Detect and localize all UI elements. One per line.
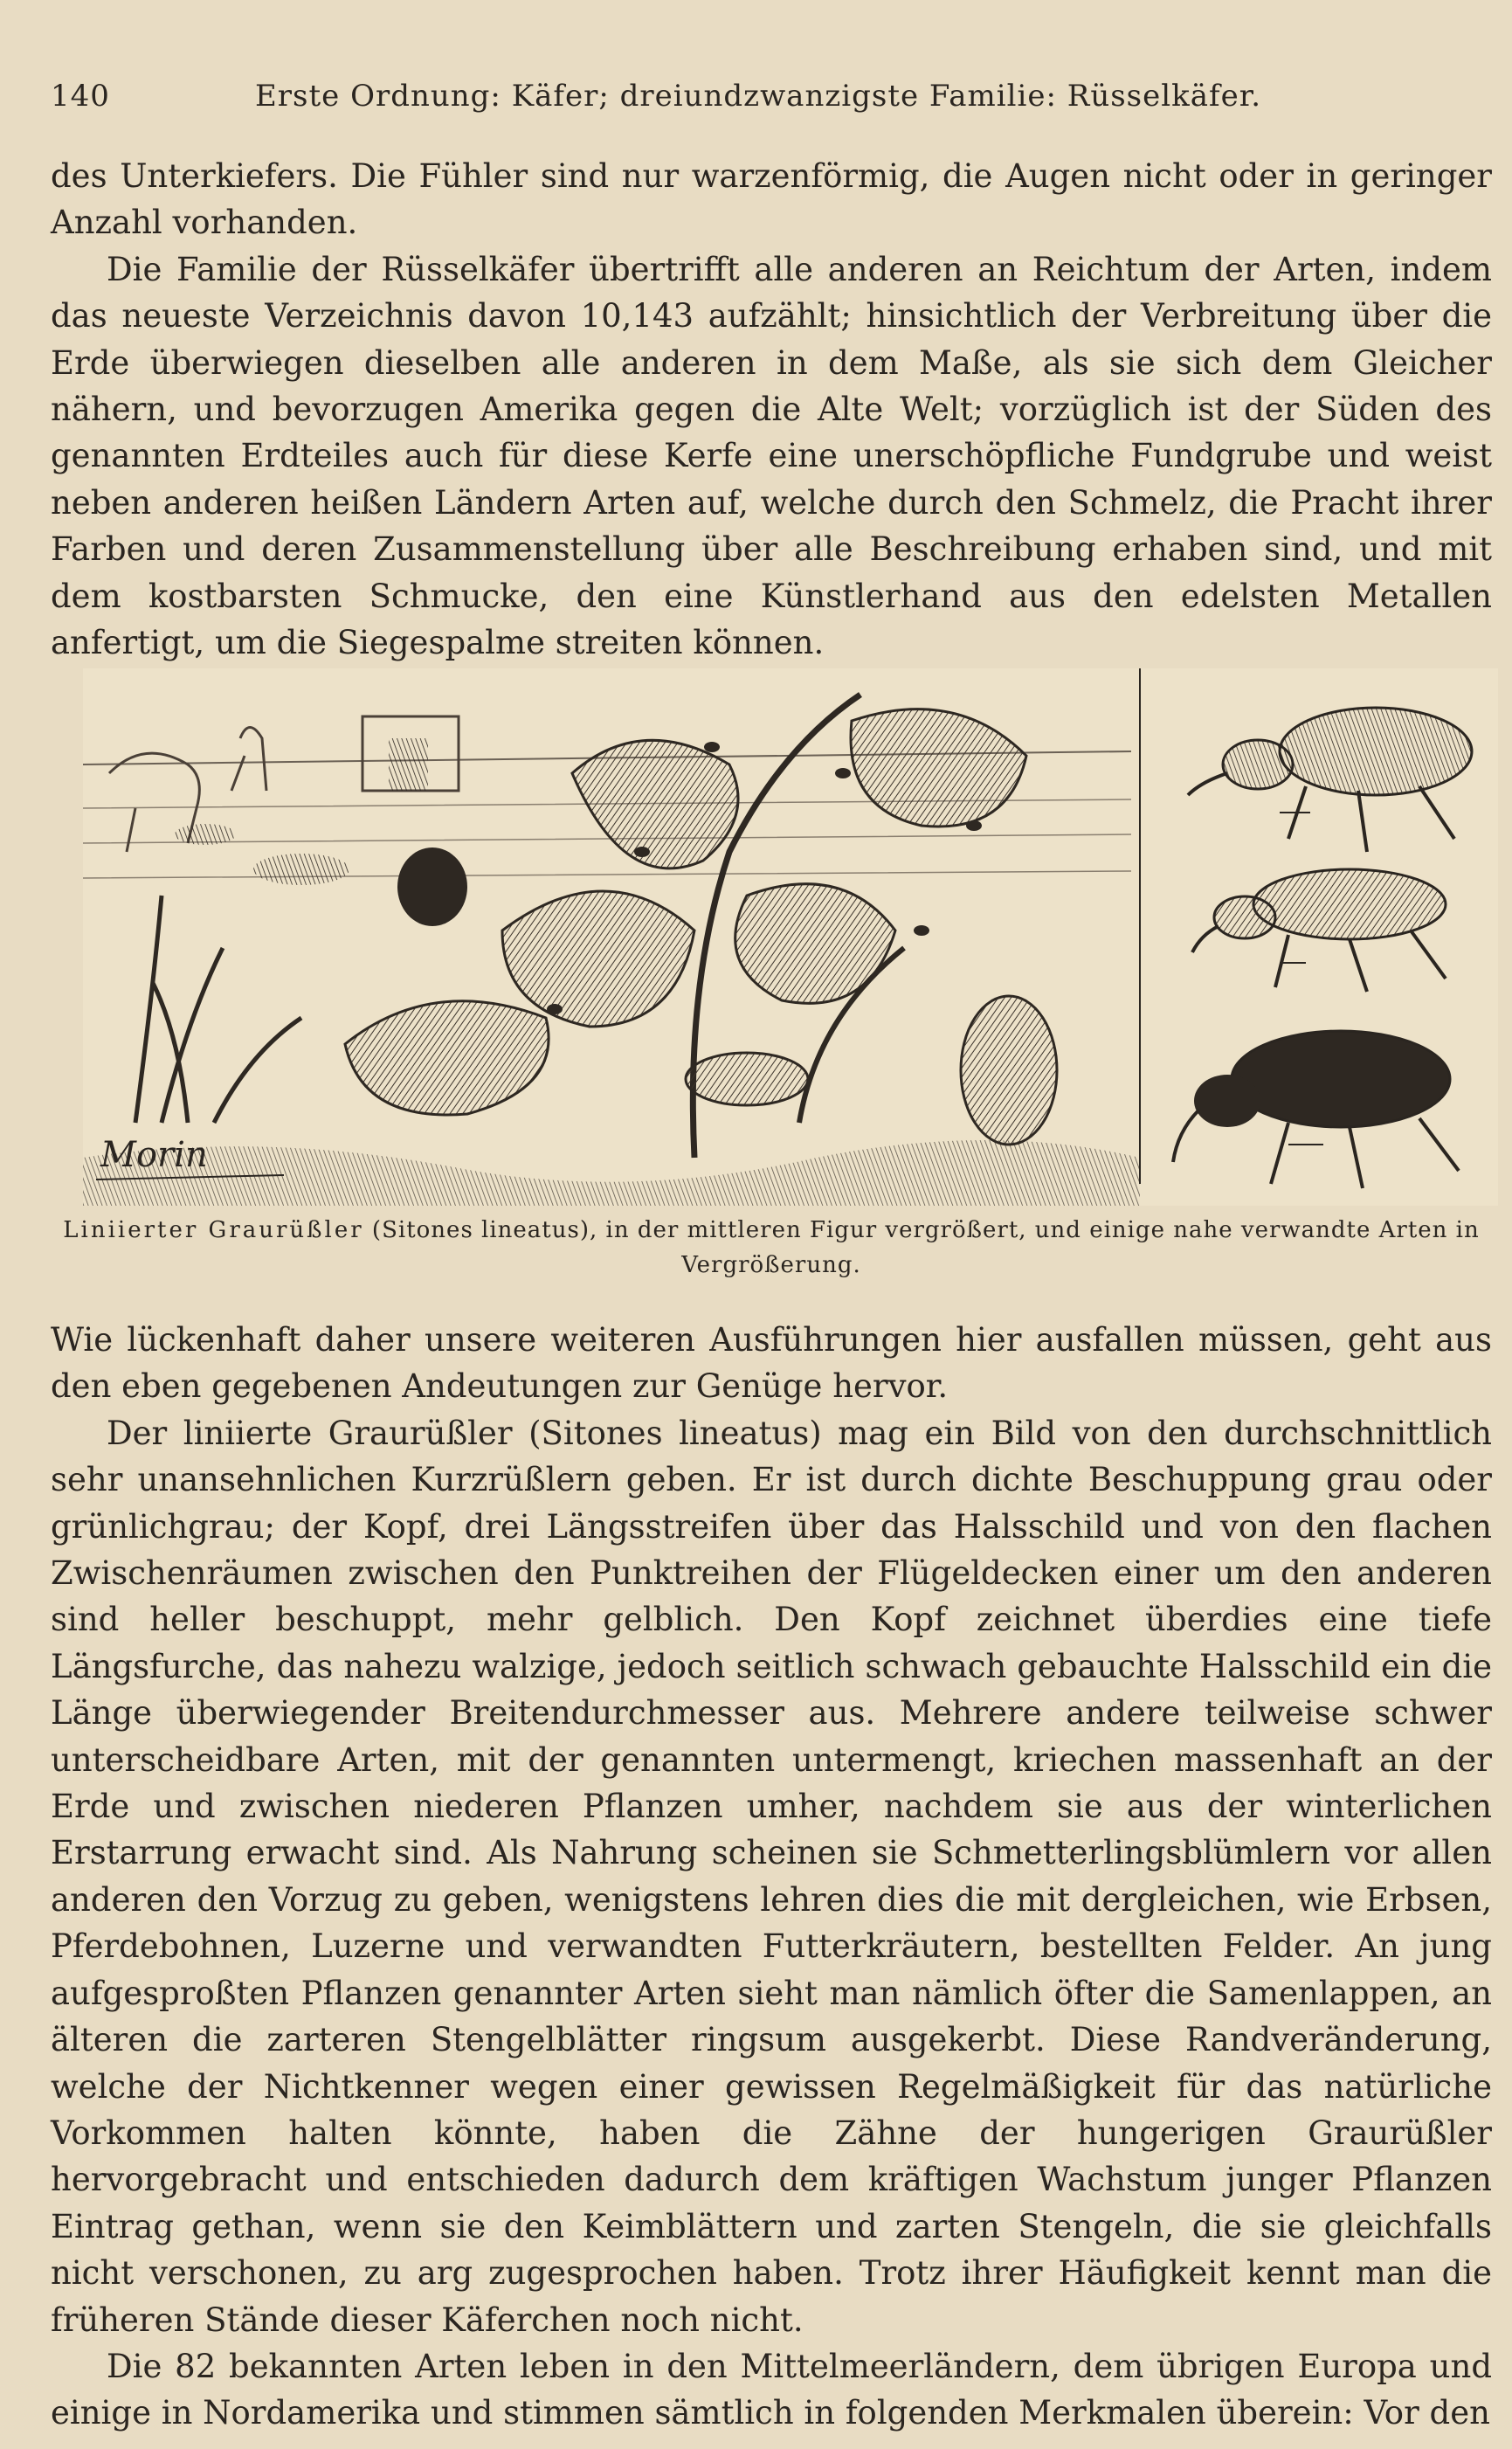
- text-block-top: [51, 153, 1492, 666]
- paragraph-continuation: des Unterkiefers. Die Fühler sind nur warzenförmig, die Augen nicht oder in geringer Anzahl vorhanden.: [51, 157, 1492, 242]
- enlarged-weevils: [1173, 708, 1472, 1188]
- paragraph-sitones: Der liniierte Graurüßler (Sitones lineatus) mag ein Bild von den durchschnittlich sehr unansehnlichen Kurzrüßlern geben. Er ist durch dichte Beschuppung grau oder grünlichgrau; der Kopf, drei Längsstreifen über das Halsschild und von den flachen Zwischenräumen zwischen den Punktreihen der Flügeldecken einer um den anderen sind heller beschuppt, mehr gelblich. Den Kopf zeichnet überdies eine tiefe Längsfurche, das nahezu walzige, jedoch seitlich schwach gebauchte Halsschild ein die Länge überwiegender Breitendurchmesser aus. Mehrere andere teilweise schwer unterscheidbare Arten, mit der genannten untermengt, kriechen massenhaft an der Erde und zwischen niederen Pflanzen umher, nachdem sie aus der winterlichen Erstarrung erwacht sind. Als Nahrung scheinen sie Schmetterlingsblümlern vor allen anderen den Vorzug zu geben, wenigstens lehren dies die mit dergleichen, wie Erbsen, Pferdebohnen, Luzerne und verwandten Futterkräutern, bestellten Felder. An jung aufgesproßten Pflanzen genannter Arten sieht man nämlich öfter die Samenlappen, an älteren die zarteren Stengelblätter ringsum ausgekerbt. Diese Randveränderung, welche der Nichtkenner wegen einer gewissen Regelmäßigkeit für das natürliche Vorkommen halten könnte, haben die Zähne der hungerigen Graurüßler hervorgebracht und entschieden dadurch dem kräftigen Wachstum junger Pflanzen Eintrag gethan, wenn sie den Keimblättern und zarten Stengeln, die sie gleichfalls nicht verschonen, zu arg zugesprochen haben. Trotz ihrer Häufigkeit kennt man die früheren Stände dieser Käferchen noch nicht.: [51, 1414, 1492, 2339]
- caption-species-name: Liniierter Graurüßler: [63, 1217, 364, 1243]
- caption-text: (Sitones lineatus), in der mittleren Figur vergrößert, und einige nahe verwandte Arten in Vergrößerung.: [363, 1217, 1480, 1278]
- page-number: 140: [51, 79, 110, 114]
- field-scene: [83, 668, 1140, 1206]
- text-block-bottom: [51, 1317, 1492, 2437]
- paragraph-family-intro: Die Familie der Rüsselkäfer übertrifft alle anderen an Reichtum der Arten, indem das neueste Verzeichnis davon 10,143 aufzählt; hinsichtlich der Verbreitung über die Erde überwiegen dieselben alle anderen in dem Maße, als sie sich dem Gleicher nähern, und bevorzugen Amerika gegen die Alte Welt; vorzüglich ist der Süden des genannten Erdteiles auch für diese Kerfe eine unerschöpfliche Fundgrube und weist neben anderen heißen Ländern Arten auf, welche durch den Schmelz, die Pracht ihrer Farben und deren Zusammenstellung über alle Beschreibung erhaben sind, und mit dem kostbarsten Schmucke, den eine Künstlerhand aus den edelsten Metallen anfertigt, um die Siegespalme streiten können.: [51, 250, 1492, 662]
- weevil-middle: [1192, 869, 1446, 992]
- weevil-top: [1188, 708, 1472, 852]
- engraving-svg: [83, 668, 1498, 1206]
- figure-caption: [51, 1213, 1492, 1283]
- running-header: [51, 72, 1466, 124]
- engraver-signature: Morin: [100, 1135, 208, 1175]
- paragraph-species-count: Die 82 bekannten Arten leben in den Mittelmeerländern, dem übrigen Europa und einige in Nordamerika und stimmen sämtlich in folgenden Merkmalen überein: Vor den: [51, 2347, 1492, 2432]
- weevil-illustration: [83, 668, 1498, 1206]
- weevil-bottom: [1173, 1031, 1459, 1188]
- running-title: Erste Ordnung: Käfer; dreiundzwanzigste Familie: Rüsselkäfer.: [254, 79, 1262, 114]
- paragraph-gaps: Wie lückenhaft daher unsere weiteren Ausführungen hier ausfallen müssen, geht aus den eben gegebenen Andeutungen zur Genüge hervor.: [51, 1321, 1492, 1406]
